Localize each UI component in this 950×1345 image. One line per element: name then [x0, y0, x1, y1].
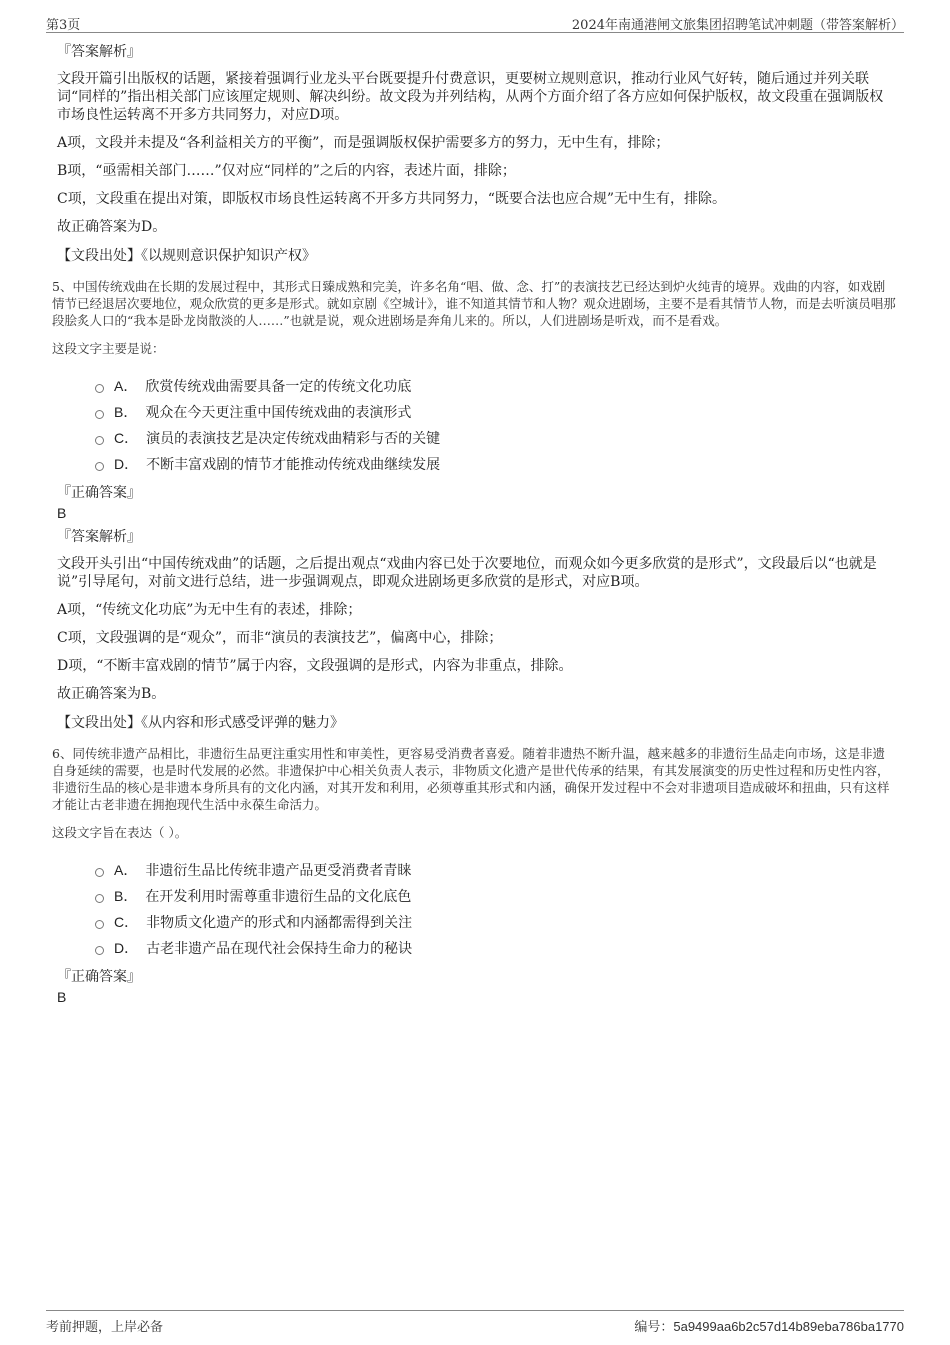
analysis-paragraph: C项，文段强调的是“观众”，而非“演员的表演技艺”，偏离中心，排除；: [57, 630, 503, 646]
option-a[interactable]: [57, 857, 890, 883]
radio-button-icon[interactable]: [95, 894, 104, 903]
correct-answer: B: [57, 505, 67, 521]
radio-button-icon[interactable]: [95, 410, 104, 419]
option-d[interactable]: [57, 451, 890, 477]
option-letter: C．: [114, 914, 139, 930]
source-citation: 【文段出处】《以规则意识保护知识产权》: [57, 248, 316, 264]
option-letter: B．: [114, 404, 138, 420]
analysis-label: 『答案解析』: [57, 529, 141, 545]
option-letter: C．: [114, 430, 139, 446]
option-c[interactable]: [57, 425, 890, 451]
page-number: 第3页: [46, 18, 81, 33]
analysis-paragraph: 文段开头引出“中国传统戏曲”的话题，之后提出观点“戏曲内容已处于次要地位，而观众如今更多欣赏的是形式”，文段最后以“也就是说”引导尾句，对前文进行总结，进一步强调观点，即观众进剧场更多欣赏的是形式，对应B项。: [57, 556, 877, 590]
option-a[interactable]: [57, 373, 890, 399]
footer-slogan: 考前押题，上岸必备: [46, 1320, 164, 1335]
option-text: 观众在今天更注重中国传统戏曲的表演形式: [145, 405, 412, 421]
analysis-paragraph: A项，文段并未提及“各利益相关方的平衡”，而是强调版权保护需要多方的努力，无中生有，排除；: [57, 135, 670, 151]
radio-button-icon[interactable]: [95, 384, 104, 393]
analysis-paragraph: C项，文段重在提出对策，即版权市场良性运转离不开多方共同努力，“既要合法也应合规”无中生有，排除。: [57, 191, 727, 207]
question-6-prompt: 这段文字旨在表达（ ）。: [52, 825, 188, 840]
question-5-prompt: 这段文字主要是说：: [52, 341, 165, 356]
document-title: 2024年南通港闸文旅集团招聘笔试冲刺题（带答案解析）: [571, 18, 904, 33]
option-text: 欣赏传统戏曲需要具备一定的传统文化功底: [145, 379, 412, 395]
page-content: [52, 42, 896, 1011]
radio-button-icon[interactable]: [95, 462, 104, 471]
analysis-paragraph: B项，“亟需相关部门……”仅对应“同样的”之后的内容，表述片面，排除；: [57, 163, 516, 179]
analysis-conclusion: 故正确答案为B。: [57, 686, 166, 702]
analysis-conclusion: 故正确答案为D。: [57, 219, 167, 235]
option-letter: B．: [114, 888, 138, 904]
radio-button-icon[interactable]: [95, 946, 104, 955]
analysis-paragraph: D项，“不断丰富戏剧的情节”属于内容，文段强调的是形式，内容为非重点，排除。: [57, 658, 573, 674]
analysis-label: 『答案解析』: [57, 44, 141, 60]
option-text: 非遗衍生品比传统非遗产品更受消费者青睐: [145, 863, 412, 879]
option-c[interactable]: [57, 909, 890, 935]
option-text: 在开发利用时需尊重非遗衍生品的文化底色: [145, 889, 412, 905]
correct-answer: B: [57, 989, 67, 1005]
option-letter: D．: [114, 456, 139, 472]
document-id: 编号：5a9499aa6b2c57d14b89eba786ba1770: [634, 1319, 904, 1334]
option-letter: A．: [114, 378, 138, 394]
question-5-options: [57, 373, 890, 477]
radio-button-icon[interactable]: [95, 868, 104, 877]
source-citation: 【文段出处】《从内容和形式感受评弹的魅力》: [57, 715, 344, 731]
option-b[interactable]: [57, 399, 890, 425]
option-d[interactable]: [57, 935, 890, 961]
radio-button-icon[interactable]: [95, 436, 104, 445]
correct-answer-label: 『正确答案』: [57, 969, 141, 985]
option-letter: A．: [114, 862, 138, 878]
question-6-text: 6、同传统非遗产品相比，非遗衍生品更注重实用性和审美性，更容易受消费者喜爱。随着非遗热不断升温，越来越多的非遗衍生品走向市场，这是非遗自身延续的需要，也是时代发展的必然。非遗保护中心相关负责人表示，非物质文化遗产是世代传承的结果，有其发展演变的历史性过程和历史性内容，非遗衍生品的核心是非遗本身所具有的文化内涵，对其开发和利用，必须尊重其形式和内涵，确保开发过程中不会对非遗项目造成破坏和扭曲，只有这样才能让古老非遗在拥抱现代生活中永葆生命活力。: [52, 746, 890, 812]
analysis-paragraph: A项，“传统文化功底”为无中生有的表述，排除；: [57, 602, 362, 618]
option-text: 不断丰富戏剧的情节才能推动传统戏曲继续发展: [146, 457, 441, 473]
option-letter: D．: [114, 940, 139, 956]
option-text: 非物质文化遗产的形式和内涵都需得到关注: [146, 915, 413, 931]
page-header: [46, 10, 904, 33]
question-5-text: 5、中国传统戏曲在长期的发展过程中，其形式日臻成熟和完美，许多名角“唱、做、念、打”的表演技艺已经达到炉火纯青的境界。戏曲的内容，如戏剧情节已经退居次要地位，观众欣赏的更多是形式。就如京剧《空城计》，谁不知道其情节和人物？观众进剧场，主要不是看其情节人物，而是去听演员唱那段脍炙人口的“我本是卧龙岗散淡的人……”也就是说，观众进剧场是奔角儿来的。所以，人们进剧场是听戏，而不是看戏。: [52, 279, 896, 328]
radio-button-icon[interactable]: [95, 920, 104, 929]
option-text: 演员的表演技艺是决定传统戏曲精彩与否的关键: [146, 431, 441, 447]
page-footer: [46, 1310, 904, 1335]
option-b[interactable]: [57, 883, 890, 909]
question-6-options: [57, 857, 890, 961]
analysis-paragraph: 文段开篇引出版权的话题，紧接着强调行业龙头平台既要提升付费意识，更要树立规则意识，推动行业风气好转，随后通过并列关联词“同样的”指出相关部门应该厘定规则、解决纠纷。故文段为并列结构，从两个方面介绍了各方应如何保护版权，故文段重在强调版权市场良性运转离不开多方共同努力，对应D项。: [57, 71, 884, 123]
correct-answer-label: 『正确答案』: [57, 485, 141, 501]
option-text: 古老非遗产品在现代社会保持生命力的秘诀: [146, 941, 413, 957]
